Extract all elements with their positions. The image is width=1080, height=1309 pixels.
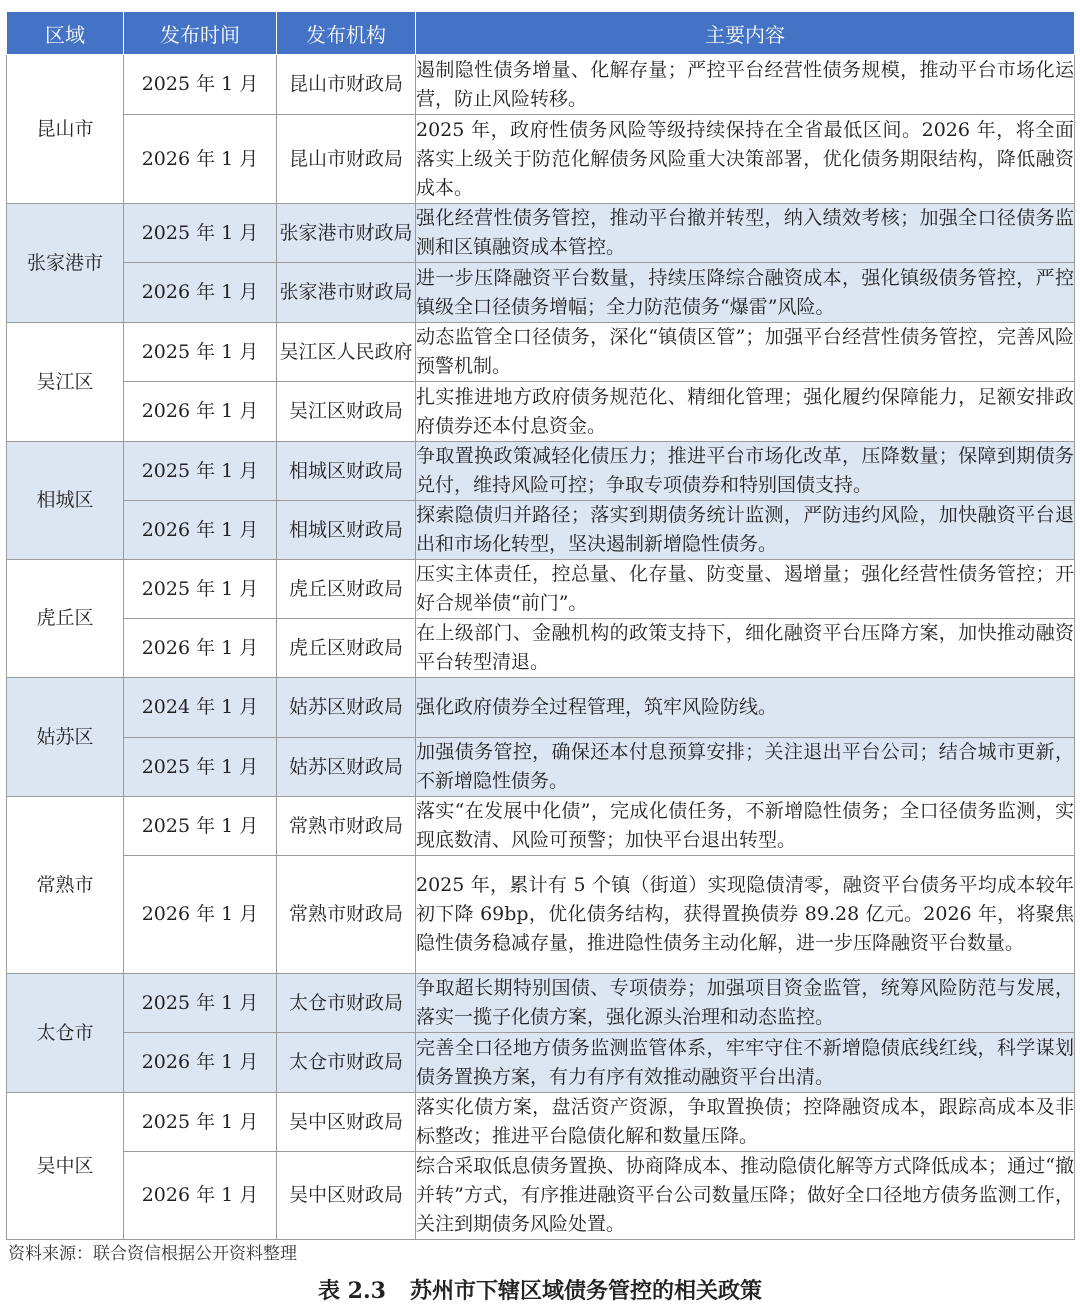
table-row — [7, 382, 1075, 442]
header-date: 发布时间 — [124, 12, 277, 55]
header-content: 主要内容 — [416, 12, 1075, 55]
table-row — [7, 1152, 1075, 1240]
table-row — [7, 1033, 1075, 1093]
content-cell: 加强债务管控，确保还本付息预算安排；关注退出平台公司；结合城市更新，不新增隐性债务。 — [416, 738, 1075, 797]
region-cell: 昆山市 — [7, 55, 124, 204]
date-cell: 2025 年 1 月 — [124, 1093, 277, 1152]
region-cell: 常熟市 — [7, 797, 124, 974]
content-cell: 争取置换政策减轻化债压力；推进平台市场化改革，压降数量；保障到期债务兑付，维持风险可控；争取专项债券和特别国债支持。 — [416, 442, 1075, 501]
table-row — [7, 263, 1075, 323]
content-cell: 强化政府债券全过程管理，筑牢风险防线。 — [416, 678, 1075, 738]
content-cell: 强化经营性债务管控，推动平台撤并转型，纳入绩效考核；加强全口径债务监测和区镇融资成本管控。 — [416, 204, 1075, 263]
table-row — [7, 856, 1075, 974]
content-cell: 落实化债方案，盘活资产资源，争取置换债；控降融资成本，跟踪高成本及非标整改；推进平台隐债化解和数量压降。 — [416, 1093, 1075, 1152]
date-cell: 2026 年 1 月 — [124, 501, 277, 560]
region-cell: 太仓市 — [7, 974, 124, 1093]
org-cell: 张家港市财政局 — [277, 263, 416, 323]
date-cell: 2026 年 1 月 — [124, 382, 277, 442]
org-cell: 吴中区财政局 — [277, 1152, 416, 1240]
table-header — [7, 12, 1075, 55]
date-cell: 2025 年 1 月 — [124, 323, 277, 382]
source-note: 资料来源：联合资信根据公开资料整理 — [8, 1244, 297, 1264]
org-cell: 虎丘区财政局 — [277, 560, 416, 619]
content-cell: 争取超长期特别国债、专项债券；加强项目资金监管，统筹风险防范与发展，落实一揽子化债方案，强化源头治理和动态监控。 — [416, 974, 1075, 1033]
org-cell: 常熟市财政局 — [277, 856, 416, 974]
org-cell: 常熟市财政局 — [277, 797, 416, 856]
date-cell: 2025 年 1 月 — [124, 560, 277, 619]
date-cell: 2026 年 1 月 — [124, 263, 277, 323]
table-row — [7, 678, 1075, 738]
region-cell: 吴江区 — [7, 323, 124, 442]
org-cell: 虎丘区财政局 — [277, 619, 416, 678]
org-cell: 相城区财政局 — [277, 442, 416, 501]
content-cell: 综合采取低息债务置换、协商降成本、推动隐债化解等方式降低成本；通过“撤并转”方式，有序推进融资平台公司数量压降；做好全口径地方债务监测工作，关注到期债务风险处置。 — [416, 1152, 1075, 1240]
org-cell: 吴中区财政局 — [277, 1093, 416, 1152]
table-row — [7, 115, 1075, 204]
date-cell: 2025 年 1 月 — [124, 442, 277, 501]
header-row — [7, 12, 1075, 55]
region-cell: 姑苏区 — [7, 678, 124, 797]
content-cell: 压实主体责任，控总量、化存量、防变量、遏增量；强化经营性债务管控；开好合规举债“前门”。 — [416, 560, 1075, 619]
caption-title: 苏州市下辖区域债务管控的相关政策 — [409, 1278, 762, 1304]
date-cell: 2024 年 1 月 — [124, 678, 277, 738]
content-cell: 在上级部门、金融机构的政策支持下，细化融资平台压降方案，加快推动融资平台转型清退。 — [416, 619, 1075, 678]
region-cell: 张家港市 — [7, 204, 124, 323]
date-cell: 2026 年 1 月 — [124, 1033, 277, 1093]
table-row — [7, 501, 1075, 560]
table-row — [7, 323, 1075, 382]
date-cell: 2026 年 1 月 — [124, 115, 277, 204]
date-cell: 2025 年 1 月 — [124, 55, 277, 115]
content-cell: 落实“在发展中化债”，完成化债任务，不新增隐性债务；全口径债务监测，实现底数清、风险可预警；加快平台退出转型。 — [416, 797, 1075, 856]
org-cell: 吴江区人民政府 — [277, 323, 416, 382]
date-cell: 2025 年 1 月 — [124, 974, 277, 1033]
date-cell: 2026 年 1 月 — [124, 619, 277, 678]
table-caption — [0, 1274, 1080, 1305]
content-cell: 2025 年，累计有 5 个镇（街道）实现隐债清零，融资平台债务平均成本较年初下降 69bp，优化债务结构，获得置换债券 89.28 亿元。2026 年，将聚焦隐性债务稳减存量，推进隐性债务主动化解，进一步压降融资平台数量。 — [416, 856, 1075, 974]
table-row — [7, 55, 1075, 115]
table-row — [7, 797, 1075, 856]
content-cell: 探索隐债归并路径；落实到期债务统计监测，严防违约风险，加快融资平台退出和市场化转型，坚决遏制新增隐性债务。 — [416, 501, 1075, 560]
table-row — [7, 619, 1075, 678]
date-cell: 2025 年 1 月 — [124, 204, 277, 263]
date-cell: 2026 年 1 月 — [124, 1152, 277, 1240]
table-row — [7, 560, 1075, 619]
region-cell: 吴中区 — [7, 1093, 124, 1240]
policy-table — [6, 11, 1075, 1240]
header-region: 区域 — [7, 12, 124, 55]
table-row — [7, 442, 1075, 501]
org-cell: 太仓市财政局 — [277, 974, 416, 1033]
table-row — [7, 1093, 1075, 1152]
table-row — [7, 974, 1075, 1033]
org-cell: 太仓市财政局 — [277, 1033, 416, 1093]
org-cell: 昆山市财政局 — [277, 115, 416, 204]
content-cell: 动态监管全口径债务，深化“镇债区管”；加强平台经营性债务管控，完善风险预警机制。 — [416, 323, 1075, 382]
region-cell: 虎丘区 — [7, 560, 124, 678]
content-cell: 完善全口径地方债务监测监管体系，牢牢守住不新增隐债底线红线，科学谋划债务置换方案，有力有序有效推动融资平台出清。 — [416, 1033, 1075, 1093]
region-cell: 相城区 — [7, 442, 124, 560]
content-cell: 扎实推进地方政府债务规范化、精细化管理；强化履约保障能力，足额安排政府债券还本付息资金。 — [416, 382, 1075, 442]
org-cell: 相城区财政局 — [277, 501, 416, 560]
content-cell: 2025 年，政府性债务风险等级持续保持在全省最低区间。2026 年，将全面落实上级关于防范化解债务风险重大决策部署，优化债务期限结构，降低融资成本。 — [416, 115, 1075, 204]
table-row — [7, 738, 1075, 797]
caption-number: 表 2.3 — [318, 1278, 386, 1304]
content-cell: 遏制隐性债务增量、化解存量；严控平台经营性债务规模，推动平台市场化运营，防止风险转移。 — [416, 55, 1075, 115]
org-cell: 昆山市财政局 — [277, 55, 416, 115]
org-cell: 张家港市财政局 — [277, 204, 416, 263]
table-row — [7, 204, 1075, 263]
org-cell: 姑苏区财政局 — [277, 678, 416, 738]
org-cell: 吴江区财政局 — [277, 382, 416, 442]
content-cell: 进一步压降融资平台数量，持续压降综合融资成本，强化镇级债务管控，严控镇级全口径债务增幅；全力防范债务“爆雷”风险。 — [416, 263, 1075, 323]
org-cell: 姑苏区财政局 — [277, 738, 416, 797]
date-cell: 2026 年 1 月 — [124, 856, 277, 974]
date-cell: 2025 年 1 月 — [124, 738, 277, 797]
date-cell: 2025 年 1 月 — [124, 797, 277, 856]
header-org: 发布机构 — [277, 12, 416, 55]
table-body — [7, 55, 1075, 1240]
